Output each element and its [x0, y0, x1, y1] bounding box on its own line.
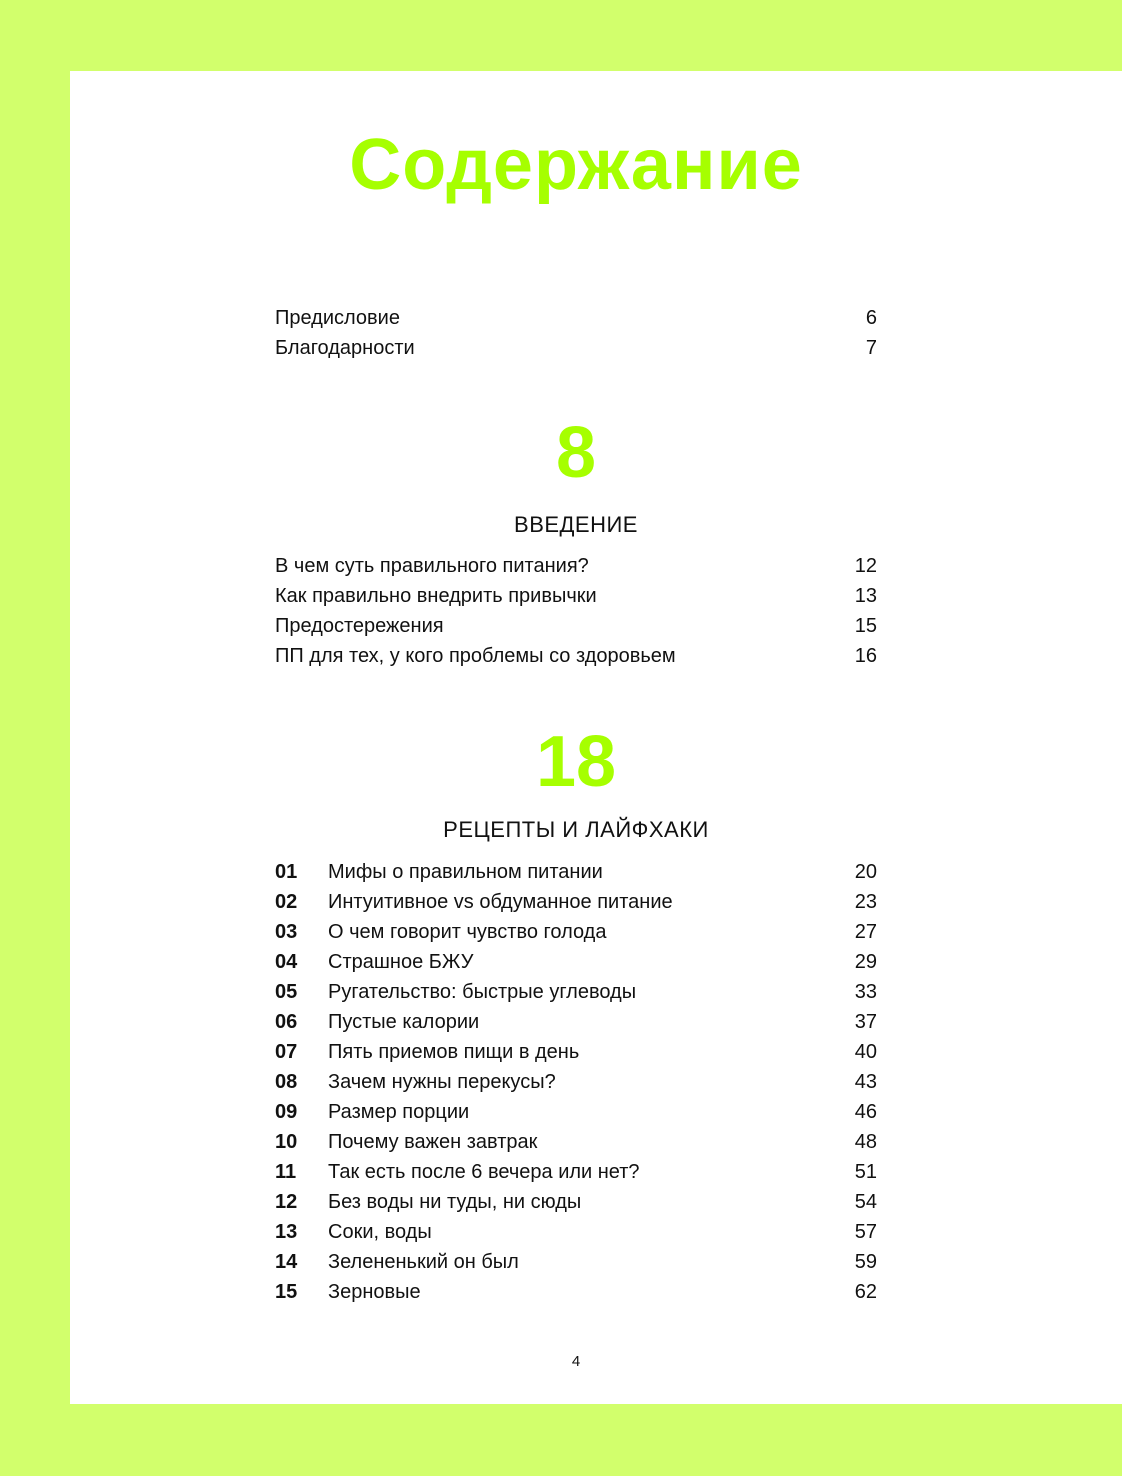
- toc-row-11[interactable]: [275, 1157, 877, 1187]
- toc-label: Предостережения: [275, 615, 444, 637]
- toc-page-number: 59: [854, 1251, 877, 1273]
- toc-page-number: 29: [854, 951, 877, 973]
- toc-page-number: 51: [854, 1161, 877, 1183]
- toc-label: Интуитивное vs обдуманное питание: [328, 891, 673, 913]
- toc-label: Предисловие: [275, 307, 400, 329]
- toc-page-number: 57: [854, 1221, 877, 1243]
- toc-chapter-number: 15: [275, 1281, 298, 1303]
- toc-row-05[interactable]: [275, 977, 877, 1007]
- toc-row-09[interactable]: [275, 1097, 877, 1127]
- toc-page-number: 6: [865, 307, 877, 329]
- recipes-toc-list: [275, 857, 877, 1307]
- toc-chapter-number: 02: [275, 891, 298, 913]
- toc-label: Мифы о правильном питании: [328, 861, 603, 883]
- toc-label: ПП для тех, у кого проблемы со здоровьем: [275, 645, 676, 667]
- toc-page-number: 15: [854, 615, 877, 637]
- toc-page-number: 33: [854, 981, 877, 1003]
- toc-row-12[interactable]: [275, 1187, 877, 1217]
- section-title-recipes: РЕЦЕПТЫ И ЛАЙФХАКИ: [443, 817, 709, 842]
- toc-row[interactable]: [275, 551, 877, 581]
- toc-chapter-number: 12: [275, 1191, 298, 1213]
- toc-page-number: 43: [854, 1071, 877, 1093]
- toc-label: Почему важен завтрак: [328, 1131, 538, 1153]
- toc-chapter-number: 05: [275, 981, 298, 1003]
- toc-page-number: 13: [854, 585, 877, 607]
- toc-label: Благодарности: [275, 337, 415, 359]
- toc-row-04[interactable]: [275, 947, 877, 977]
- toc-label: Пять приемов пищи в день: [328, 1041, 580, 1063]
- toc-row-13[interactable]: [275, 1217, 877, 1247]
- toc-label: Соки, воды: [328, 1221, 432, 1243]
- page-folio: 4: [571, 1353, 581, 1370]
- toc-label: Так есть после 6 вечера или нет?: [328, 1161, 640, 1183]
- toc-chapter-number: 04: [275, 951, 298, 973]
- toc-row-acknowledgements[interactable]: [275, 333, 877, 363]
- toc-page-number: 62: [854, 1281, 877, 1303]
- toc-page-number: 40: [854, 1041, 877, 1063]
- toc-page-number: 46: [854, 1101, 877, 1123]
- toc-row-10[interactable]: [275, 1127, 877, 1157]
- toc-label: Страшное БЖУ: [328, 951, 474, 973]
- toc-row-01[interactable]: [275, 857, 877, 887]
- intro-toc-list: [275, 551, 877, 671]
- toc-row-03[interactable]: [275, 917, 877, 947]
- toc-chapter-number: 01: [275, 861, 298, 883]
- section-title-intro: ВВЕДЕНИЕ: [514, 512, 638, 537]
- toc-row-06[interactable]: [275, 1007, 877, 1037]
- toc-row[interactable]: [275, 641, 877, 671]
- toc-page-number: 54: [854, 1191, 877, 1213]
- toc-chapter-number: 08: [275, 1071, 298, 1093]
- toc-page-number: 7: [865, 337, 877, 359]
- page-title: Содержание: [349, 125, 803, 205]
- front-matter-list: [275, 303, 877, 363]
- toc-page-number: 27: [854, 921, 877, 943]
- toc-label: Размер порции: [328, 1101, 470, 1123]
- toc-row[interactable]: [275, 581, 877, 611]
- toc-page-number: 37: [854, 1011, 877, 1033]
- toc-row-15[interactable]: [275, 1277, 877, 1307]
- toc-label: О чем говорит чувство голода: [328, 921, 607, 943]
- toc-page-number: 48: [854, 1131, 877, 1153]
- toc-chapter-number: 03: [275, 921, 298, 943]
- toc-chapter-number: 10: [275, 1131, 298, 1153]
- section-number-intro: 8: [555, 413, 597, 493]
- toc-page-number: 16: [854, 645, 877, 667]
- toc-chapter-number: 11: [275, 1161, 297, 1183]
- toc-label: Зелененький он был: [328, 1251, 519, 1273]
- toc-page-number: 12: [854, 555, 877, 577]
- toc-label: Ругательство: быстрые углеводы: [328, 981, 637, 1003]
- toc-label: Пустые калории: [328, 1011, 480, 1033]
- toc-chapter-number: 07: [275, 1041, 298, 1063]
- toc-chapter-number: 09: [275, 1101, 298, 1123]
- toc-label: Зерновые: [328, 1281, 421, 1303]
- toc-row-02[interactable]: [275, 887, 877, 917]
- toc-row[interactable]: [275, 611, 877, 641]
- toc-row-preface[interactable]: [275, 303, 877, 333]
- toc-chapter-number: 13: [275, 1221, 298, 1243]
- toc-label: Зачем нужны перекусы?: [328, 1071, 556, 1093]
- toc-row-08[interactable]: [275, 1067, 877, 1097]
- toc-chapter-number: 14: [275, 1251, 298, 1273]
- section-number-recipes: 18: [535, 722, 617, 802]
- toc-page-number: 20: [854, 861, 877, 883]
- toc-chapter-number: 06: [275, 1011, 298, 1033]
- toc-label: Без воды ни туды, ни сюды: [328, 1191, 582, 1213]
- toc-label: В чем суть правильного питания?: [275, 555, 589, 577]
- toc-row-14[interactable]: [275, 1247, 877, 1277]
- toc-label: Как правильно внедрить привычки: [275, 585, 597, 607]
- toc-page-number: 23: [854, 891, 877, 913]
- toc-row-07[interactable]: [275, 1037, 877, 1067]
